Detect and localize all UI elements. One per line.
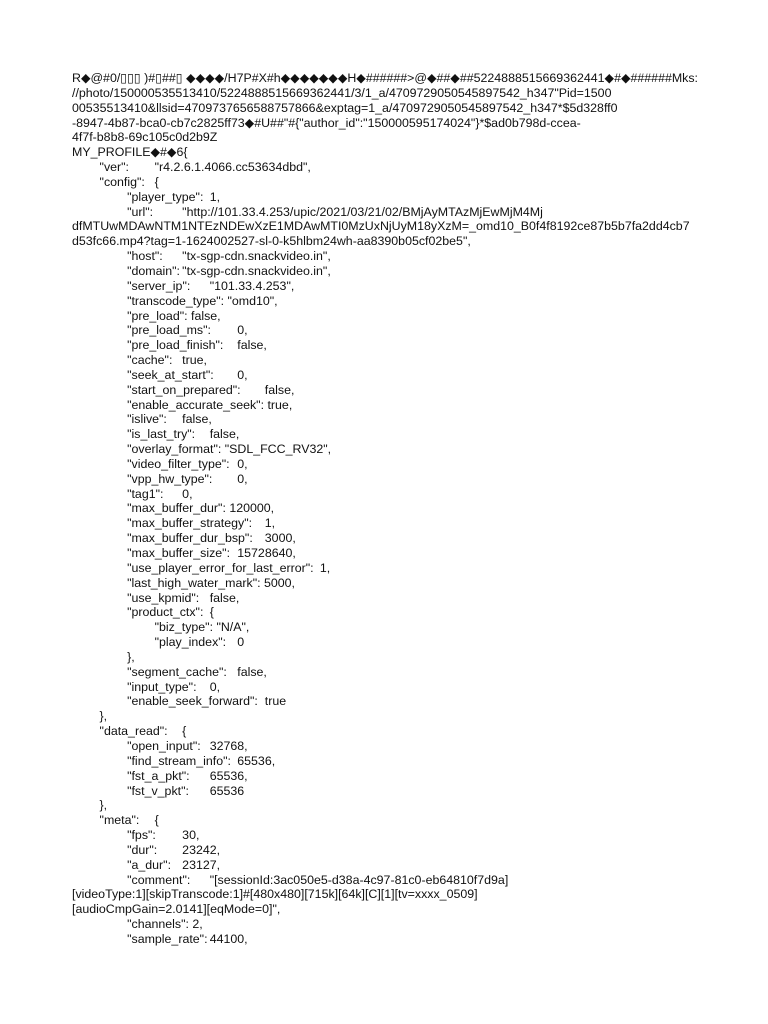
text-line: "domain": "tx-sgp-cdn.snackvideo.in", <box>72 263 331 278</box>
text-line: "transcode_type": "omd10", <box>72 293 278 308</box>
text-line: d53fc66.mp4?tag=1-1624002527-sl-0-k5hlbm24wh-aa8390b05cf02be5", <box>72 234 471 249</box>
text-line: "pre_load_ms": 0, <box>72 323 248 338</box>
text-line: }, <box>72 709 108 724</box>
text-line: "fps": 30, <box>72 828 200 843</box>
text-line: "a_dur": 23127, <box>72 857 221 872</box>
text-line: MY_PROFILE◆#◆6{ <box>72 145 188 160</box>
text-line: "max_buffer_dur_bsp": 3000, <box>72 531 296 546</box>
text-line: "enable_accurate_seek": true, <box>72 397 293 412</box>
text-line: [audioCmpGain=2.0141][eqMode=0]", <box>72 902 281 917</box>
text-line: 00535513410&llsid=4709737656588757866&exptag=1_a/4709729050545897542_h347*$5d328ff0 <box>72 100 618 115</box>
text-line: "overlay_format": "SDL_FCC_RV32", <box>72 442 332 457</box>
text-line: "open_input": 32768, <box>72 738 248 753</box>
text-line: "last_high_water_mark": 5000, <box>72 575 295 590</box>
text-line: "comment": "[sessionId:3ac050e5-d38a-4c97-81c0-eb64810f7d9a] <box>72 872 509 887</box>
text-line: 4f7f-b8b8-69c105c0d2b9Z <box>72 130 218 145</box>
text-line: "host": "tx-sgp-cdn.snackvideo.in", <box>72 249 331 264</box>
text-line: "is_last_try": false, <box>72 427 240 442</box>
text-line: "start_on_prepared": false, <box>72 382 295 397</box>
text-line: "play_index": 0 <box>72 635 245 650</box>
text-line: "config": { <box>72 174 159 189</box>
text-line: "find_stream_info": 65536, <box>72 753 276 768</box>
text-line: "use_kpmid": false, <box>72 590 240 605</box>
text-line: "url": "http://101.33.4.253/upic/2021/03/21/02/BMjAyMTAzMjEwMjM4Mj <box>72 204 543 219</box>
text-line: -8947-4b87-bca0-cb7c2825ff73◆#U##"#{"author_id":"150000595174024"}*$ad0b798d-ccea- <box>72 115 581 130</box>
text-line: "max_buffer_dur": 120000, <box>72 501 275 516</box>
text-line: "biz_type": "N/A", <box>72 620 250 635</box>
text-line: "enable_seek_forward": true <box>72 694 287 709</box>
text-line: }, <box>72 649 135 664</box>
text-line: "pre_load": false, <box>72 308 221 323</box>
text-line: "cache": true, <box>72 353 207 368</box>
text-line: R◆@#0/▯▯▯ )#▯##▯ ◆◆◆◆/H7P#X#h◆◆◆◆◆◆◆H◆######>@◆##◆##5224888515669362441◆#◆######Mks: <box>72 71 698 85</box>
text-line: "tag1": 0, <box>72 486 193 501</box>
text-line: "meta": { <box>72 813 159 828</box>
text-line: "fst_a_pkt": 65536, <box>72 768 248 783</box>
text-line: "server_ip": "101.33.4.253", <box>72 278 295 293</box>
text-line: "data_read": { <box>72 724 187 739</box>
text-line: "max_buffer_strategy": 1, <box>72 516 276 531</box>
text-line: "dur": 23242, <box>72 842 221 857</box>
text-line: "max_buffer_size": 15728640, <box>72 546 296 560</box>
text-line: "seek_at_start": 0, <box>72 367 248 382</box>
text-line: "input_type": 0, <box>72 679 221 694</box>
text-line: "ver": "r4.2.6.1.4066.cc53634dbd", <box>72 160 311 175</box>
text-line: }, <box>72 798 108 813</box>
text-line: "segment_cache": false, <box>72 664 267 679</box>
text-line: "player_type": 1, <box>72 189 221 204</box>
text-line: dfMTUwMDAwNTM1NTEzNDEwXzE1MDAwMTI0MzUxNjUyM18yXzM=_omd10_B0f4f8192ce87b5b7fa2dd4cb7 <box>72 219 690 234</box>
text-line: "vpp_hw_type": 0, <box>72 471 248 486</box>
text-line: "pre_load_finish": false, <box>72 338 267 353</box>
text-line: //photo/150000535513410/5224888515669362441/3/1_a/4709729050545897542_h347"Pid=1500 <box>72 85 612 100</box>
text-line: "video_filter_type": 0, <box>72 456 248 471</box>
text-line: "use_player_error_for_last_error": 1, <box>72 560 331 575</box>
text-line: "channels": 2, <box>72 917 203 932</box>
text-line: "product_ctx": { <box>72 605 214 620</box>
text-line: "sample_rate": 44100, <box>72 931 248 946</box>
text-line: [videoType:1][skipTranscode:1]#[480x480][715k][64k][C][1][tv=xxxx_0509] <box>72 887 478 902</box>
text-line: "islive": false, <box>72 412 212 427</box>
text-line: "fst_v_pkt": 65536 <box>72 783 245 798</box>
document-text <box>72 71 702 947</box>
